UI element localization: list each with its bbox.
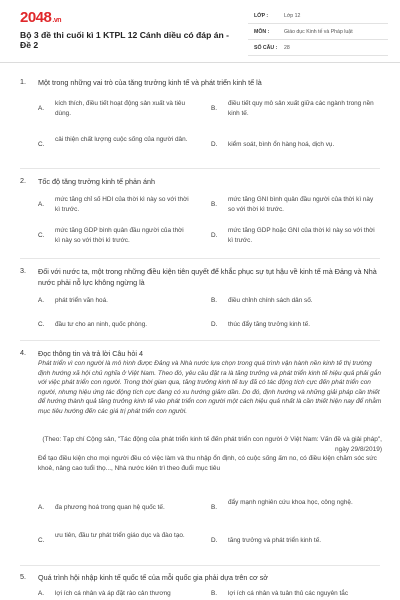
page-header (0, 0, 400, 63)
question-number: 5. (20, 572, 26, 581)
question-number: 1. (20, 77, 26, 86)
meta-row-grade: LỚP : Lớp 12 (248, 8, 388, 24)
exam-page: 2048.vn Bộ 3 đề thi cuối kì 1 KTPL 12 Cánh diều có đáp án - Đề 2 LỚP : Lớp 12 MÔN : Giáo dục Kinh tế và Pháp luật SỐ CÂU : 28 1. Một trong những vai trò của tăng trưởng kinh tế và phát triển kinh tế là A. kích thích, điều tiết hoạt động sản xuất và tiêu dùng. B. điều tiết quy mô sản xuất giữa các ngành trong nền kinh tế. C. cải thiện chất lượng cuộc sống của người dân. D. kiểm soát, bình ổn hàng hoá, dịch vụ. 2. Tốc độ tăng trưởng kinh tế phản ánh A. mức tăng chỉ số HDI của thời kì này so với thời kì trước. B. mức tăng GNI bình quân đầu người của thời kì này so với thời kì trước. C. mức tăng GDP bình quân đầu người của thời kì này so với thời kì trước. D. mức tăng GDP hoặc GNI của thời kì này so với thời kì trước. 3. Đối với nước ta, một trong những điều kiện tiên quyết để khắc phục sự tụt hậu về kinh tế mà Đảng và Nhà nước phải nỗ lực không ngừng là A. phát triển văn hoá. B. điều chỉnh chính sách dân số. C. đầu tư cho an ninh, quốc phòng. D. thúc đẩy tăng trưởng kinh tế. 4. Đọc thông tin và trả lời Câu hỏi 4 Phát triển vì con người là mô hình được Đảng và Nhà nước lựa chọn trong quá trình vận hành nền kinh tế thị trường định hướng xã hội chủ nghĩa ở Việt Nam. Theo đó, yêu cầu đặt ra là tăng trưởng và phát triển kinh tế hiệu quả phải gắn với việc phát triển con người. Trong thời gian qua, tăng trưởng kinh tế tuy đã có tác động tích cực đến phát triển con người, nhưng hiệu ứng tác động tích cực đang có xu hướng giảm dần. Do đó, định hướng và những giải pháp cần thiết để hướng thành quả tăng trưởng kinh tế vào phát triển con người một cách hiệu quả nhất là cần thiết hiện nay để nhằm mục tiêu hướng đến các giá trị phát triển con người. (Theo: Tạp chí Cộng sản, "Tác động của phát triển kinh tế đến phát triển con người ở Việt Nam: Vấn đề và giải pháp", ngày 29/8/2019) Để tạo điều kiện cho mọi người đều có việc làm và thu nhập ổn định, có cuộc sống ấm no, có điều kiện chăm sóc sức khoẻ, nâng cao tuổi thọ..., Nhà nước kiên trì theo đuổi mục tiêu A. đa phương hoá trong quan hệ quốc tế. B. đẩy mạnh nghiên cứu khoa học, công nghệ. C. ưu tiên, đầu tư phát triển giáo dục và đào tạo. D. tăng trưởng và phát triển kinh tế. 5. Quá trình hội nhập kinh tế quốc tế của mỗi quốc gia phải dựa trên cơ sở A. lợi ích cá nhân và áp đặt rào cản thương B. lợi ích cá nhân và tuân thủ các nguyên tắc (0, 0, 400, 600)
question-prompt: Để tạo điều kiện cho mọi người đều có việc làm và thu nhập ổn định, có cuộc sống ấm no, có điều kiện chăm sóc sức khoẻ, nâng cao tuổi thọ..., Nhà nước kiên trì theo đuổi mục tiêu (38, 455, 377, 472)
question-number: 3. (20, 266, 26, 275)
document-title: Bộ 3 đề thi cuối kì 1 KTPL 12 Cánh diều có đáp án - Đề 2 (20, 30, 229, 50)
question-text: Đối với nước ta, một trong những điều kiện tiên quyết để khắc phục sự tụt hậu về kinh tế mà Đảng và Nhà nước phải nỗ lực không ngừng là (38, 267, 377, 287)
meta-row-subject: MÔN : Giáo dục Kinh tế và Pháp luật (248, 24, 388, 40)
passage-source: (Theo: Tạp chí Cộng sản, "Tác động của phát triển kinh tế đến phát triển con người ở Việt Nam: Vấn đề và giải pháp", ngày 29/8/2019) (42, 436, 382, 453)
divider (20, 258, 380, 259)
divider (20, 168, 380, 169)
divider (20, 565, 380, 566)
site-logo[interactable]: 2048.vn (20, 9, 61, 26)
question-number: 4. (20, 348, 26, 357)
question-text: Đọc thông tin và trả lời Câu hỏi 4 (38, 349, 143, 358)
divider (20, 340, 380, 341)
exam-meta-table (248, 8, 388, 56)
question-text: Tốc độ tăng trưởng kinh tế phản ánh (38, 177, 156, 186)
reading-passage: Phát triển vì con người là mô hình được Đảng và Nhà nước lựa chọn trong quá trình vận hành nền kinh tế thị trường định hướng xã hội chủ nghĩa ở Việt Nam. Theo đó, yêu cầu đặt ra là tăng trưởng và phát triển kinh tế hiệu quả phải gắn với việc phát triển con người. Trong thời gian qua, tăng trưởng kinh tế tuy đã có tác động tích cực đến phát triển con người, nhưng hiệu ứng tác động tích cực đang có xu hướng giảm dần. Do đó, định hướng và những giải pháp cần thiết để hướng thành quả tăng trưởng kinh tế vào phát triển con người một cách hiệu quả nhất là cần thiết hiện nay để nhằm mục tiêu hướng đến các giá trị phát triển con người. (38, 360, 382, 415)
question-text: Một trong những vai trò của tăng trưởng kinh tế và phát triển kinh tế là (38, 78, 262, 87)
meta-row-count: SỐ CÂU : 28 (248, 40, 388, 56)
question-number: 2. (20, 176, 26, 185)
question-text: Quá trình hội nhập kinh tế quốc tế của mỗi quốc gia phải dựa trên cơ sở (38, 573, 268, 582)
